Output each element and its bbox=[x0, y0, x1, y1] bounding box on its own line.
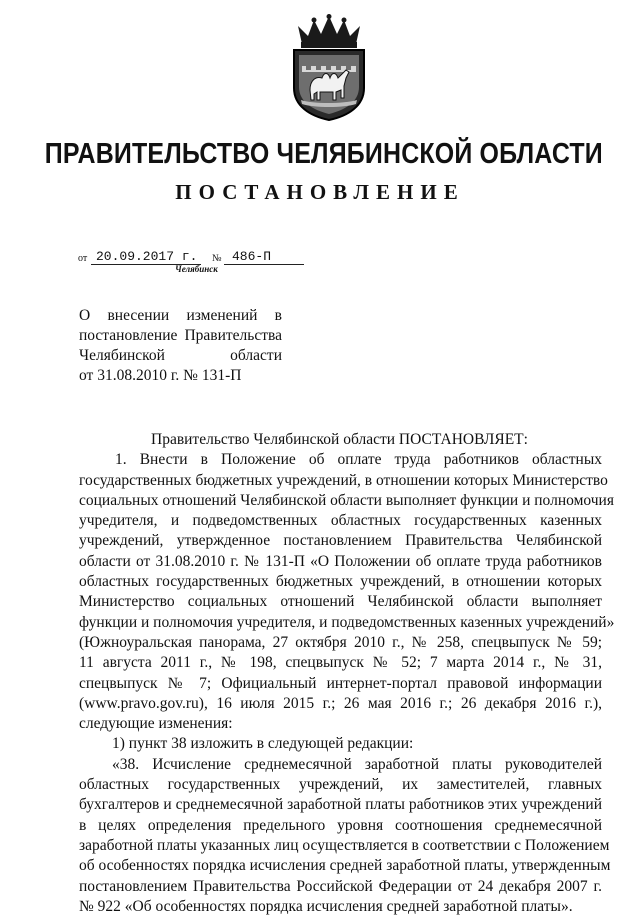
body-line: государственных бюджетных учреждений, в отношении которых Министерство bbox=[79, 471, 608, 489]
date-label: от bbox=[78, 253, 88, 264]
number-label: № bbox=[212, 253, 222, 264]
body-line: заработной платы указанных лиц осуществляется в соответствии с Положением bbox=[79, 836, 610, 854]
chelyabinsk-coat-of-arms-icon bbox=[288, 14, 370, 122]
body-line: бухгалтеров и среднемесячной заработной платы работников этих учреждений bbox=[79, 796, 602, 814]
subject-line: постановление Правительства bbox=[79, 327, 282, 344]
number-underline bbox=[224, 264, 304, 265]
document-type-heading: ПОСТАНОВЛЕНИЕ bbox=[175, 180, 465, 204]
crown-icon bbox=[298, 14, 360, 48]
body-line: следующие изменения: bbox=[79, 715, 233, 733]
body-line: области от 31.08.2010 г. № 131-П «О Положении об оплате труда работников bbox=[79, 552, 602, 570]
body-line: 1. Внести в Положение об оплате труда работников областных bbox=[115, 451, 602, 469]
body-line: об особенностях порядка исчисления средней заработной платы, утвержденным bbox=[79, 857, 611, 875]
body-line: областных государственных бюджетных учреждений, в отношении которых bbox=[79, 573, 602, 591]
body-line: учреждений, утвержденное постановлением Правительства Челябинской bbox=[79, 532, 602, 550]
document-date: 20.09.2017 г. bbox=[96, 249, 198, 264]
city-label: Челябинск bbox=[175, 264, 218, 274]
body-line: 1) пункт 38 изложить в следующей редакции: bbox=[112, 735, 414, 753]
body-line: (Южноуральская панорама, 27 октября 2010 г., № 258, спецвыпуск № 59; bbox=[79, 633, 602, 651]
government-title: ПРАВИТЕЛЬСТВО ЧЕЛЯБИНСКОЙ ОБЛАСТИ bbox=[44, 138, 603, 170]
body-line: Министерство социальных отношений Челябинской области выполняет bbox=[79, 593, 602, 611]
body-line: 11 августа 2011 г., № 198, спецвыпуск № 52; 7 марта 2014 г., № 31, bbox=[79, 654, 602, 672]
subject-line: О внесении изменений в bbox=[79, 307, 282, 324]
document-number: 486-П bbox=[232, 249, 272, 264]
subject-line: Челябинской области bbox=[79, 347, 282, 364]
body-line: учредителя, и подведомственных областных государственных казенных bbox=[79, 512, 602, 530]
body-line: № 922 «Об особенностях порядка исчисления средней заработной платы». bbox=[79, 897, 573, 915]
body-line: функции и полномочия учредителя, и подведомственных казенных учреждений» bbox=[79, 613, 615, 631]
body-line: (www.pravo.gov.ru), 16 июля 2015 г.; 26 мая 2016 г.; 26 декабря 2016 г.), bbox=[79, 694, 602, 712]
body-line: областных государственных учреждений, их заместителей, главных bbox=[79, 776, 602, 794]
body-line: социальных отношений Челябинской области выполняет функции и полномочия bbox=[79, 491, 614, 509]
document-body bbox=[79, 430, 615, 917]
body-line: «38. Исчисление среднемесячной заработной платы руководителей bbox=[112, 755, 602, 773]
subject-line: от 31.08.2010 г. № 131-П bbox=[79, 367, 242, 384]
body-line: в целях определения предельного уровня соотношения среднемесячной bbox=[79, 816, 602, 834]
body-line: спецвыпуск № 7; Официальный интернет-портал правовой информации bbox=[79, 674, 602, 692]
resolution-preamble: Правительство Челябинской области ПОСТАНОВЛЯЕТ: bbox=[151, 431, 528, 448]
body-line: постановлением Правительства Российской Федерации от 24 декабря 2007 г. bbox=[79, 877, 602, 895]
document-subject bbox=[79, 306, 282, 386]
